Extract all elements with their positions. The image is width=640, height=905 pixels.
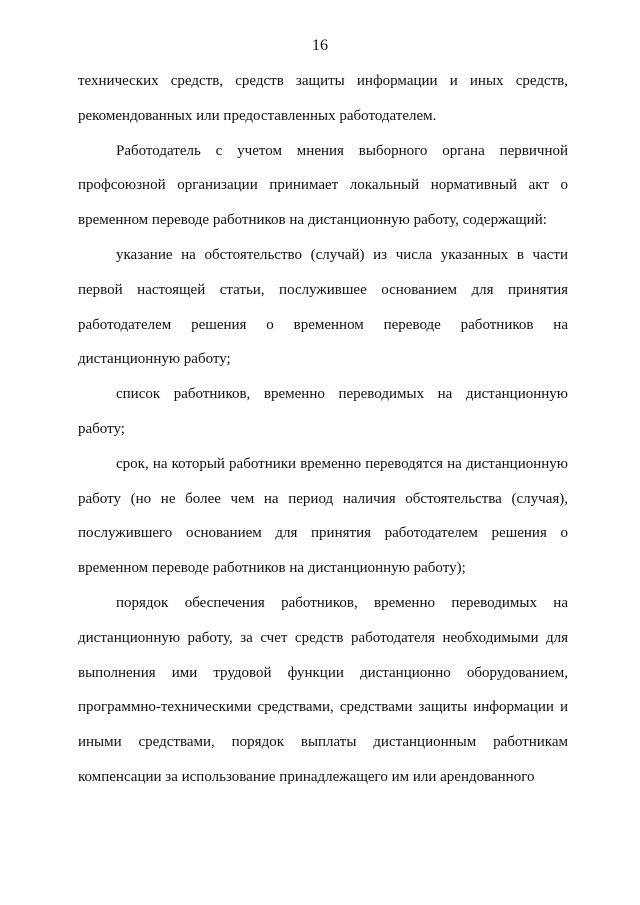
paragraph-provision-procedure: порядок обеспечения работников, временно переводимых на дистанционную работу, за счет средств работодателя необходимыми для выполнения ими трудовой функции дистанционно оборудованием, программно-техническими средствами, средствами защиты информации и иными средствами, порядок выплаты дистанционным работникам компенсации за использование принадлежащего им или арендованного (78, 594, 568, 785)
paragraph-employer-act: Работодатель с учетом мнения выборного органа первичной профсоюзной организации принимает локальный нормативный акт о временном переводе работников на дистанционную работу, содержащий: (78, 142, 568, 229)
paragraph-circumstance: указание на обстоятельство (случай) из числа указанных в части первой настоящей статьи, послужившее основанием для принятия работодателем решения о временном переводе работников на дистанционную работу; (78, 246, 568, 368)
paragraph-continuation: технических средств, средств защиты информации и иных средств, рекомендованных или предоставленных работодателем. (78, 73, 568, 124)
page-number: 16 (312, 37, 328, 54)
paragraph-employee-list: список работников, временно переводимых на дистанционную работу; (78, 386, 568, 437)
document-body (78, 64, 568, 795)
paragraph-transfer-term: срок, на который работники временно переводятся на дистанционную работу (но не более чем на период наличия обстоятельства (случая), послужившего основанием для принятия работодателем решения о временном переводе работников на дистанционную работу); (78, 455, 568, 577)
